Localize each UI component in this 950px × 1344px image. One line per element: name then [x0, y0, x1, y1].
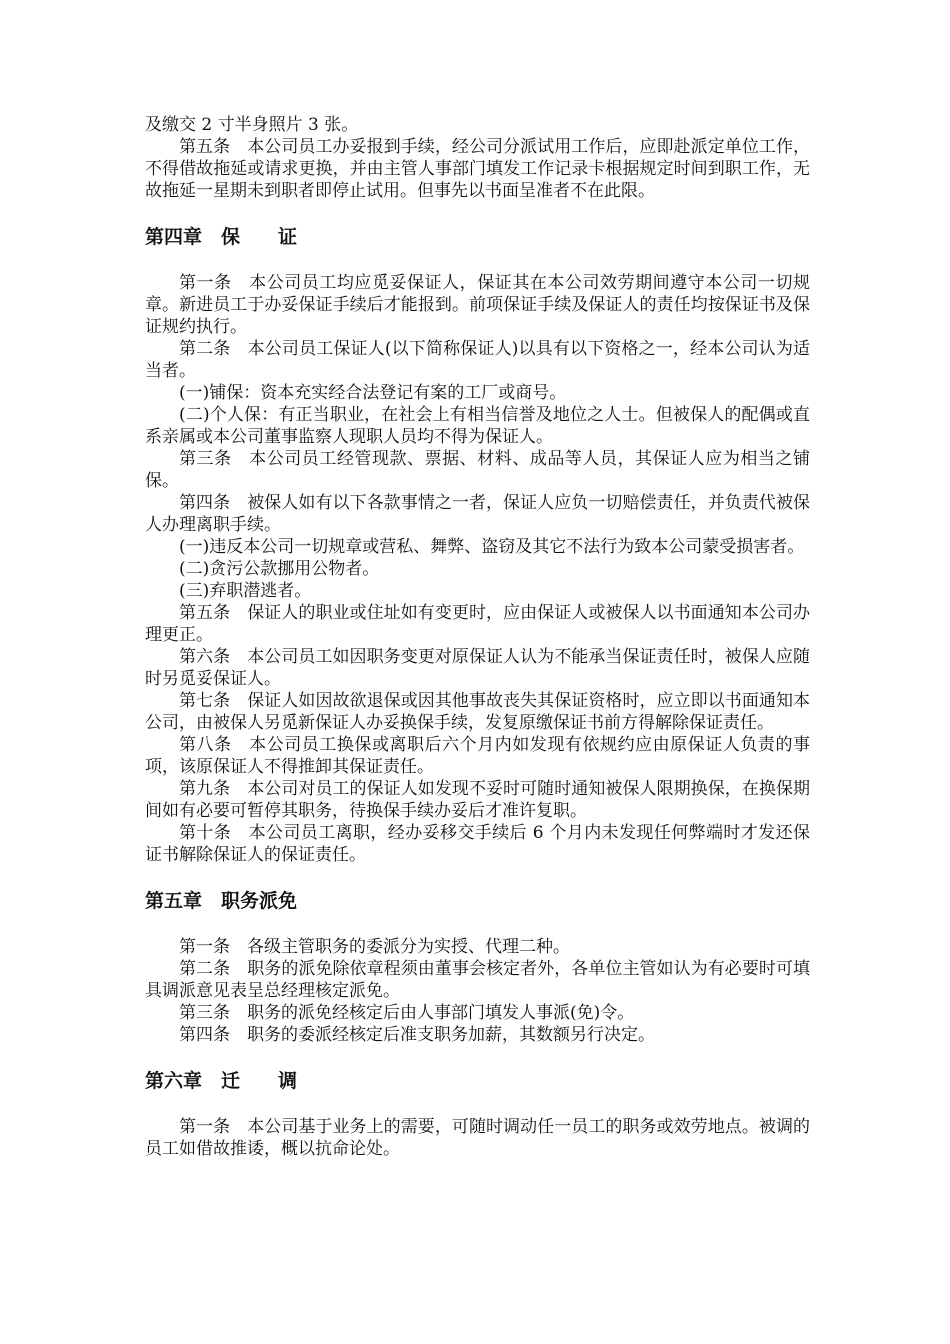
paragraph: (二)个人保：有正当职业，在社会上有相当信誉及地位之人士。但被保人的配偶或直系亲属或本公司董事监察人现职人员均不得为保证人。: [145, 405, 810, 447]
chapter-heading: 第五章 职务派免: [145, 890, 298, 912]
chapter-heading: 第六章 迁 调: [145, 1070, 298, 1092]
paragraph: 第四条 职务的委派经核定后准支职务加薪，其数额另行决定。: [179, 1025, 655, 1045]
paragraph: 第一条 各级主管职务的委派分为实授、代理二种。: [179, 937, 570, 957]
paragraph: 第九条 本公司对员工的保证人如发现不妥时可随时通知被保人限期换保，在换保期间如有必要可暂停其职务，待换保手续办妥后才准许复职。: [145, 779, 810, 821]
paragraph: 第五条 保证人的职业或住址如有变更时，应由保证人或被保人以书面通知本公司办理更正。: [145, 603, 810, 645]
paragraph: 第七条 保证人如因故欲退保或因其他事故丧失其保证资格时，应立即以书面通知本公司，由被保人另觅新保证人办妥换保手续，发复原缴保证书前方得解除保证责任。: [145, 691, 810, 733]
paragraph: 第四条 被保人如有以下各款事情之一者，保证人应负一切赔偿责任，并负责代被保人办理离职手续。: [145, 493, 810, 535]
paragraph: 第一条 本公司员工均应觅妥保证人，保证其在本公司效劳期间遵守本公司一切规章。新进员工于办妥保证手续后才能报到。前项保证手续及保证人的责任均按保证书及保证规约执行。: [145, 273, 810, 337]
paragraph: (一)违反本公司一切规章或营私、舞弊、盗窃及其它不法行为致本公司蒙受损害者。: [179, 537, 805, 557]
paragraph: 第十条 本公司员工离职，经办妥移交手续后 6 个月内未发现任何弊端时才发还保证书解除保证人的保证责任。: [145, 823, 810, 865]
paragraph: 第一条 本公司基于业务上的需要，可随时调动任一员工的职务或效劳地点。被调的员工如借故推诿，概以抗命论处。: [145, 1117, 810, 1159]
paragraph: (二)贪污公款挪用公物者。: [179, 559, 380, 579]
paragraph: 第五条 本公司员工办妥报到手续，经公司分派试用工作后，应即赴派定单位工作，不得借故拖延或请求更换，并由主管人事部门填发工作记录卡根据规定时间到职工作，无故拖延一星期未到职者即停止试用。但事先以书面呈准者不在此限。: [145, 137, 810, 201]
paragraph: 第三条 职务的派免经核定后由人事部门填发人事派(免)令。: [179, 1003, 635, 1023]
chapter-heading: 第四章 保 证: [145, 226, 298, 248]
paragraph: (三)弃职潜逃者。: [179, 581, 312, 601]
paragraph: 第二条 职务的派免除依章程须由董事会核定者外，各单位主管如认为有必要时可填具调派意见表呈总经理核定派免。: [145, 959, 810, 1001]
paragraph: 第三条 本公司员工经管现款、票据、材料、成品等人员，其保证人应为相当之铺保。: [145, 449, 810, 491]
paragraph: 第二条 本公司员工保证人(以下简称保证人)以具有以下资格之一，经本公司认为适当者。: [145, 339, 810, 381]
paragraph: 第八条 本公司员工换保或离职后六个月内如发现有依规约应由原保证人负责的事项，该原保证人不得推卸其保证责任。: [145, 735, 810, 777]
paragraph: 及缴交 2 寸半身照片 3 张。: [145, 115, 359, 135]
paragraph: (一)铺保：资本充实经合法登记有案的工厂或商号。: [179, 383, 567, 403]
paragraph: 第六条 本公司员工如因职务变更对原保证人认为不能承当保证责任时，被保人应随时另觅妥保证人。: [145, 647, 810, 689]
